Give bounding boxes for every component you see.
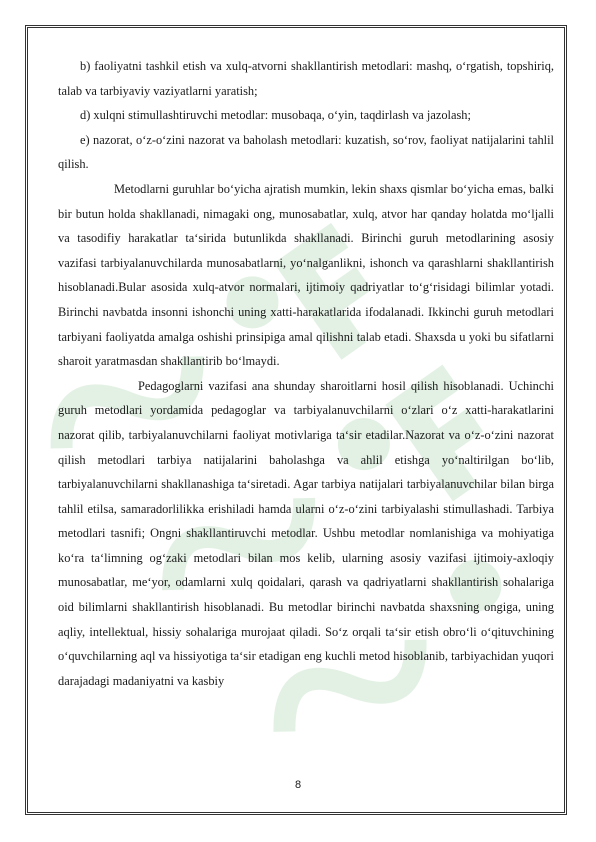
page-number: 8 xyxy=(294,779,302,791)
paragraph-b: b) faoliyatni tashkil etish va xulq-atvorni shakllantirish metodlari: mashq, o‘rgatish, topshiriq, talab va tarbiyaviy vaziyatlarni yaratish; xyxy=(58,59,554,98)
document-body xyxy=(58,54,554,693)
paragraph-d: d) xulqni stimullashtiruvchi metodlar: musobaqa, o‘yin, taqdirlash va jazolash; xyxy=(80,108,471,123)
paragraph-methods: Metodlarni guruhlar bo‘yicha ajratish mumkin, lekin shaxs qismlar bo‘yicha emas, balki bir butun holda shakllanadi, nimagaki ong, munosabatlar, xulq, atvor har qanday holatda mo‘ljalli va tasodifiy harakatlar ta‘sirida butunlikda shakllanadi. Birinchi guruh metodlarining asosiy vazifasi tarbiyalanuvchilarda munosabatlarni, yo‘nalganlikni, ishonch va qarashlarni shakllantirish hisoblanadi.Bular asosida xulq-atvor normalari, ijtimoiy qadriyatlar to‘g‘risidagi bilimlar yotadi. Birinchi navbatda insonni ishonchi uning xatti-harakatlarida ifodalanadi. Ikkinchi guruh metodlari tarbiyani faoliyatda amalga oshishi prinsipiga amal qilishni talab etadi. Shaxsda u yoki bu sifatlarni sharoit yaratmasdan shakllantirib bo‘lmaydi. xyxy=(58,181,554,369)
paragraph-pedagogues: Pedagoglarni vazifasi ana shunday sharoitlarni hosil qilish hisoblanadi. Uchinchi guruh metodlari yordamida pedagoglar va tarbiyalanuvchilarni o‘zlari o‘z xatti-harakatlarini nazorat qilib, tarbiyalanuvchilarni faoliyat motivlariga ta‘sir etadilar.Nazorat va o‘z-o‘zini nazorat qilish metodlari tarbiya natijalarini baholashga va ahlil etishga yo‘naltirilgan bo‘lib, tarbiyalanuvchilarni shakllanashiga ta‘siretadi. Agar tarbiya natijalari tarbiyalanuvchilar bilan birga tahlil etilsa, samaradorlilikka erishiladi hamda ularni o‘z-o‘zini tarbiyalashi stimullashadi. Tarbiya metodlari tasnifi; Ongni shakllantiruvchi metodlar. Ushbu metodlar nomlanishiga va mohiyatiga ko‘ra ta‘limning og‘zaki metodlari bilan mos kelib, ularning asosiy vazifasi ijtimoiy-axloqiy munosabatlar, me‘yor, odamlarni xulq qoidalari, qarash va qadriyatlarni shakllantirish sohalariga oid bilimlarni shakllantirish hisoblanadi. Bu metodlar birinchi navbatda shaxsning ongiga, uning aqliy, intellektual, hissiy sohalariga murojaat qiladi. So‘z orqali ta‘sir etish obro‘li o‘qituvchining o‘quvchilarning aql va hissiyotiga ta‘sir etadigan eng kuchli metod hisoblanib, tarbiyachidan yuqori darajadagi madaniyatni va kasbiy xyxy=(58,378,554,688)
paragraph-e: e) nazorat, o‘z-o‘zini nazorat va baholash metodlari: kuzatish, so‘rov, faoliyat natijalarini tahlil qilish. xyxy=(58,132,554,172)
